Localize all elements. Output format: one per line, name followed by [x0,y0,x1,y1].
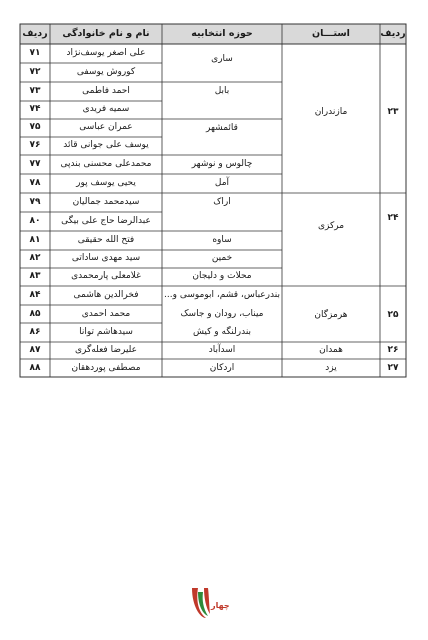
district-name: خمین [211,253,233,263]
candidate-number: ۷۸ [29,178,41,188]
header-province: استـــان [312,28,350,39]
district-name: اسدآباد [208,345,236,355]
candidate-number: ۷۲ [29,67,41,77]
candidate-name: فخرالدین هاشمی [73,290,139,300]
candidate-number: ۸۸ [29,363,41,373]
candidate-number: ۷۵ [29,122,41,132]
candidate-name: کوروش یوسفی [76,67,136,77]
logo-label: چهار [211,601,230,610]
candidate-name: سمیه فریدی [82,104,130,114]
province-number: ۲۶ [387,345,399,355]
candidate-name: عمران عباسی [79,122,133,132]
candidate-name: غلامعلی پارمحمدی [71,271,141,281]
district-name: اردکان [209,363,235,373]
header-row-no-left: ردیف [22,28,48,39]
candidate-name: محمد احمدی [81,309,131,319]
district-name: بابل [214,86,230,96]
candidate-name: مصطفی پوردهقان [71,363,141,373]
district-name: بندرلنگه و کیش [192,327,252,337]
candidate-number: ۷۴ [29,104,41,114]
district-name: قائمشهر [206,123,238,133]
province-name: همدان [319,345,343,355]
candidate-name: علیرضا فعله‌گری [74,345,138,355]
district-name: ساوه [212,235,232,245]
candidate-number: ۸۱ [29,235,41,245]
candidate-number: ۷۳ [29,86,41,96]
candidate-number: ۸۰ [29,216,41,226]
candidate-name: علی اصغر یوسف‌نژاد [66,48,146,58]
province-number: ۲۳ [387,107,399,117]
district-name: ساری [211,54,233,64]
candidate-name: سیدهاشم توانا [79,327,133,337]
candidate-number: ۷۹ [29,197,41,207]
province-name: مرکزی [317,221,345,231]
candidate-number: ۸۴ [29,290,41,300]
candidate-name: سیدمحمد جمالیان [72,197,140,207]
header-name: نام و نام خانوادگی [62,28,150,39]
province-name: مازندران [314,107,348,117]
candidate-name: فتح الله حقیقی [77,235,135,245]
district-name: آمل [214,178,230,188]
province-number: ۲۷ [387,363,399,373]
candidate-number: ۸۷ [29,345,41,355]
header-row-no-right: ردیف [380,28,406,39]
candidate-number: ۷۶ [29,140,41,150]
candidate-name: احمد فاطمی [82,86,130,96]
district-name: اراک [213,197,231,207]
candidate-name: یحیی یوسف پور [76,178,136,188]
district-name: محلات و دلیجان [192,271,252,281]
candidate-name: محمدعلی محسنی بندپی [60,159,152,169]
candidate-name: یوسف علی جوانی قائد [63,140,149,150]
province-number: ۲۴ [387,213,399,223]
district-name: میناب، رودان و جاسک [180,309,264,319]
district-name: بندرعباس، قشم، ابوموسی و... [164,290,280,300]
candidate-name: عبدالرضا حاج علی بیگی [61,216,151,226]
candidate-number: ۷۷ [29,159,41,169]
candidate-number: ۸۵ [29,309,41,319]
candidate-number: ۸۶ [29,327,41,337]
province-name: هرمزگان [314,310,348,320]
header-district: حوزه انتخابیه [191,28,253,39]
candidate-number: ۸۳ [29,271,41,281]
candidate-number: ۷۱ [29,48,41,58]
province-name: یزد [325,363,337,373]
candidate-name: سید مهدی ساداتی [71,253,141,263]
province-number: ۲۵ [387,310,399,320]
candidate-number: ۸۲ [29,253,41,263]
district-name: چالوس و نوشهر [191,159,253,169]
